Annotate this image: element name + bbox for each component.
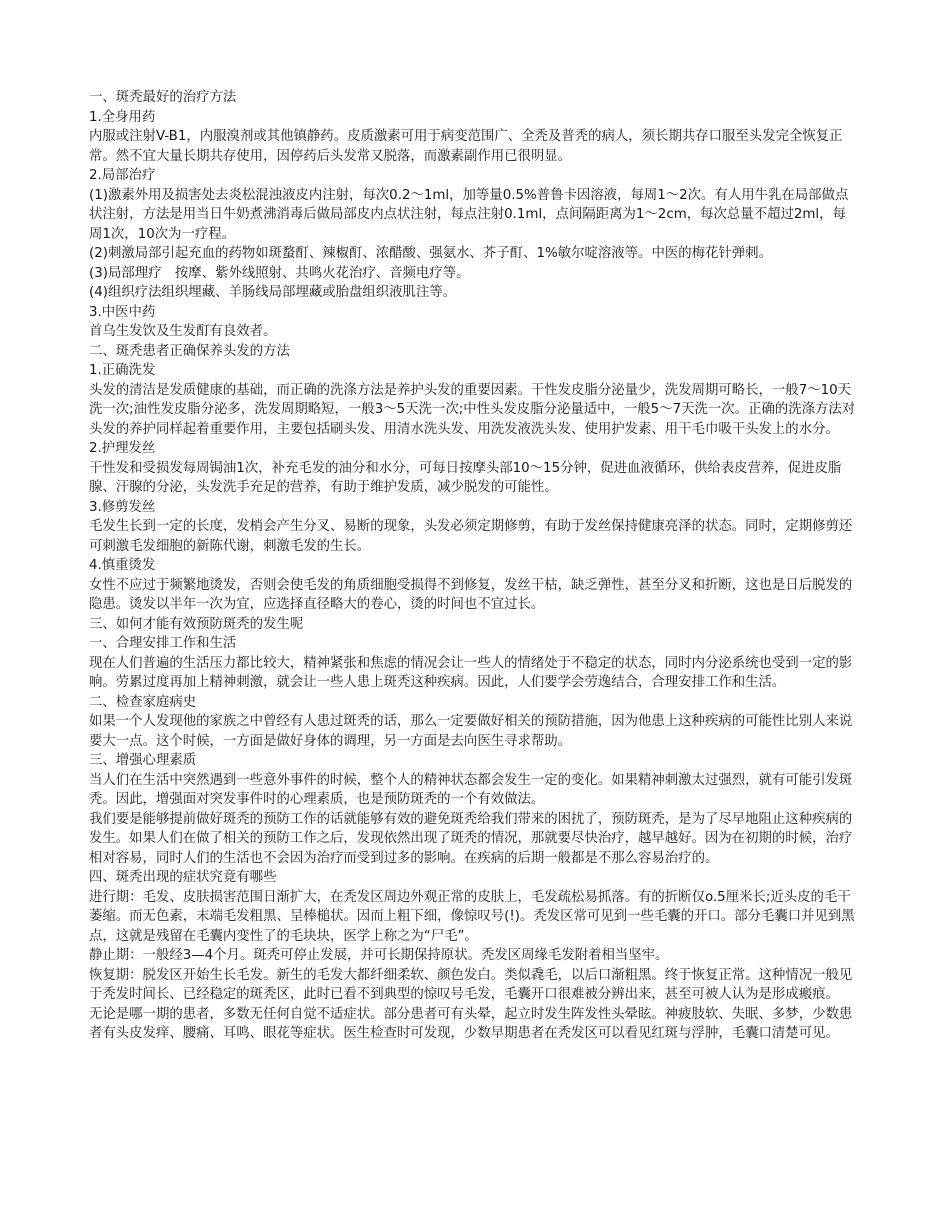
paragraph: 静止期：一般经3—4个月。斑秃可停止发展，并可长期保持原状。秃发区周缘毛发附着相当坚牢。 (89, 948, 669, 963)
paragraph: 毛发生长到一定的长度，发梢会产生分叉、易断的现象，头发必须定期修剪，有助于发丝保持健康亮泽的状态。同时，定期修剪还可刺激毛发细胞的新陈代谢，刺激毛发的生长。 (89, 519, 853, 554)
section-heading: 一、斑秃最好的治疗方法 (89, 90, 237, 105)
paragraph: (1)激素外用及损害处去炎松混浊液皮内注射，每次0.2～1ml，加等量0.5%普鲁卡因溶液，每周1～2次。有人用牛乳在局部做点状注射，方法是用当日牛奶煮沸消毒后做局部皮内点状注射，每点注射0.1ml，点间隔距离为1～2cm，每次总量不超过2ml，每周1次，10次为一疗程。 (89, 187, 849, 242)
subheading: 二、检查家庭病史 (89, 694, 197, 710)
paragraph: 内服或注射V-B1，内服溴剂或其他镇静药。皮质激素可用于病变范围广、全秃及普秃的病人，须长期共存口服至头发完全恢复正常。然不宜大量长期共存使用，因停药后头发常又脱落，而激素副作用已很明显。 (89, 129, 843, 164)
paragraph: 女性不应过于频繁地烫发，否则会使毛发的角质细胞受损得不到修复，发丝干枯，缺乏弹性，甚至分叉和折断，这也是日后脱发的隐患。烫发以半年一次为宜，应选择直径略大的卷心，烫的时间也不宜过长。 (89, 577, 853, 612)
paragraph: 进行期：毛发、皮肤损害范围日渐扩大，在秃发区周边外观正常的皮肤上，毛发疏松易抓落。有的折断仅o.5厘米长;近头皮的毛干萎缩。而无色素，末端毛发粗黑、呈棒槌状。因而上粗下细，像惊叹号(!)。秃发区常可见到一些毛囊的开口。部分毛囊口并见到黑点，这就是残留在毛囊内变性了的毛块块，医学上称之为“尸毛”。 (89, 889, 855, 944)
section-heading: 二、斑秃患者正确保养头发的方法 (89, 343, 290, 359)
subheading: 1.正确洗发 (89, 363, 156, 378)
paragraph: (4)组织疗法组织埋藏、羊肠线局部埋藏或胎盘组织液肌注等。 (89, 285, 457, 300)
paragraph: 现在人们普遍的生活压力都比较大，精神紧张和焦虑的情况会让一些人的情绪处于不稳定的状态，同时内分泌系统也受到一定的影响。劳累过度再加上精神刺激，就会让一些人患上斑秃这种疾病。因此，人们要学会劳逸结合，合理安排工作和生活。 (89, 655, 853, 690)
paragraph: 当人们在生活中突然遇到一些意外事件的时候，整个人的精神状态都会发生一定的变化。如果精神刺激太过强烈，就有可能引发斑秃。因此，增强面对突发事件时的心理素质，也是预防斑秃的一个有效做法。 (89, 772, 853, 807)
subheading: 2.护理发丝 (89, 441, 156, 456)
subheading: 一、合理安排工作和生活 (89, 636, 237, 651)
paragraph: 如果一个人发现他的家族之中曾经有人患过斑秃的话，那么一定要做好相关的预防措施，因为他患上这种疾病的可能性比别人来说要大一点。这个时候，一方面是做好身体的调理，另一方面是去向医生寻求帮助。 (89, 714, 853, 749)
subheading: 2.局部治疗 (89, 168, 156, 183)
paragraph: (3)局部理疗 按摩、紫外线照射、共鸣火花治疗、音频电疗等。 (89, 265, 470, 281)
subheading: 4.慎重烫发 (89, 558, 156, 573)
section-heading: 四、斑秃出现的症状究竟有哪些 (89, 870, 277, 885)
subheading: 3.修剪发丝 (89, 499, 156, 515)
paragraph: 恢复期：脱发区开始生长毛发。新生的毛发大都纤细柔软、颜色发白。类似毳毛，以后口渐粗黑。终于恢复正常。这种情况一般见于秃发时间长、已经稳定的斑秃区，此时已看不到典型的惊叹号毛发，毛囊开口很难被分辨出来，甚至可被人认为是形成瘢痕。 (89, 967, 853, 1002)
section-heading: 三、如何才能有效预防斑秃的发生呢 (89, 616, 304, 632)
paragraph: 我们要是能够提前做好斑秃的预防工作的话就能够有效的避免斑秃给我们带来的困扰了，预防斑秃，是为了尽早地阻止这种疾病的发生。如果人们在做了相关的预防工作之后，发现依然出现了斑秃的情况，那就要尽快治疗，越早越好。因为在初期的时候，治疗相对容易，同时人们的生活也不会因为治疗而受到过多的影响。在疾病的后期一般都是不那么容易治疗的。 (89, 811, 853, 866)
subheading: 三、增强心理素质 (89, 753, 197, 768)
paragraph: 头发的清洁是发质健康的基础，而正确的洗涤方法是养护头发的重要因素。干性发皮脂分泌量少，洗发周期可略长，一般7～10天洗一次;油性发皮脂分泌多，洗发周期略短，一般3～5天洗一次;中性头发皮脂分泌量适中，一般5～7天洗一次。正确的洗涤方法对头发的养护同样起着重要作用，主要包括刷头发、用清水洗头发、用洗发液洗头发、使用护发素、用干毛巾吸干头发上的水分。 (89, 382, 856, 437)
paragraph: 干性发和受损发每周锔油1次，补充毛发的油分和水分，可每日按摩头部10～15分钟，促进血液循环，供给表皮营养，促进皮脂腺、汗腺的分泌，头发洗手充足的营养，有助于维护发质，减少脱发的可能性。 (89, 460, 842, 495)
paragraph: 无论是哪一期的患者，多数无任何自觉不适症状。部分患者可有头晕，起立时发生阵发性头晕眩。神疲肢软、失眠、多梦，少数患者有头皮发痒、腰痛、耳鸣、眼花等症状。医生检查时可发现，少数早期患者在秃发区可以看见红斑与浮肿，毛囊口清楚可见。 (89, 1006, 853, 1041)
subheading: 1.全身用药 (89, 109, 156, 125)
paragraph: (2)刺激局部引起充血的药物如斑蝥酊、辣椒酊、浓醋酸、强氨水、芥子酊、1%敏尔啶溶液等。中医的梅花针弹刺。 (89, 246, 772, 261)
paragraph: 首乌生发饮及生发酊有良效者。 (89, 324, 277, 339)
document-body (89, 88, 859, 1044)
subheading: 3.中医中药 (89, 304, 156, 320)
